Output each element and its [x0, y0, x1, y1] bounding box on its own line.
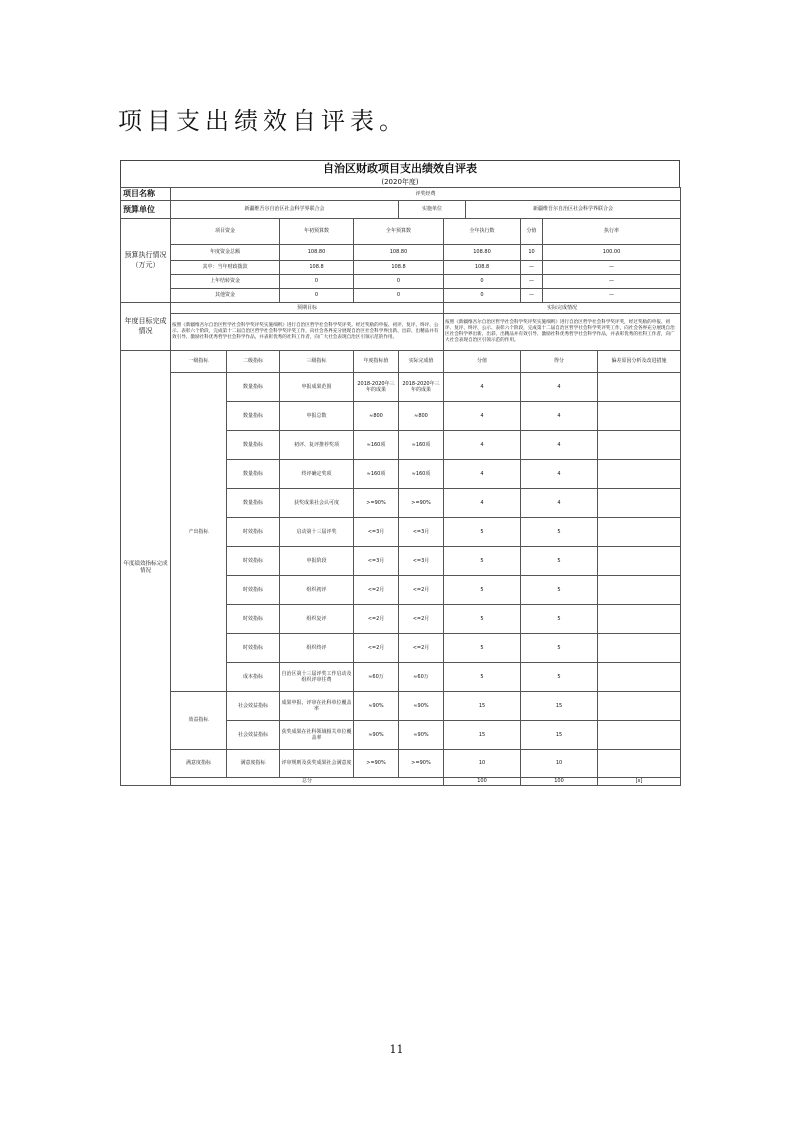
- level1-output: 产出指标: [171, 373, 227, 692]
- indicator-cell: 数量指标: [227, 489, 280, 518]
- exec-header-cell: 执行率: [543, 219, 681, 245]
- exec-cell: —: [521, 289, 543, 303]
- project-name-value: 评奖经费: [171, 188, 681, 201]
- indicator-cell: <=2月: [354, 605, 399, 634]
- exec-row: [121, 275, 681, 289]
- exec-cell: 年度资金总额: [171, 245, 280, 261]
- indicator-cell: 满意度指标: [227, 750, 280, 778]
- level1-benefit: 效益指标: [171, 692, 227, 750]
- indicator-cell: [598, 576, 681, 605]
- indicator-header-cell: 年度指标值: [354, 351, 399, 373]
- indicator-cell: 时效指标: [227, 605, 280, 634]
- indicator-cell: 2018-2020年三年的成果: [399, 373, 444, 402]
- indicator-cell: 时效指标: [227, 518, 280, 547]
- indicator-row: [121, 373, 681, 402]
- exec-cell: 108.80: [444, 245, 521, 261]
- indicator-cell: ≈800: [399, 402, 444, 431]
- exec-row: [121, 261, 681, 275]
- goal-expected-text: 按照《新疆维吾尔自治区哲学社会科学奖评奖实施细则》进行自治区哲学社会科学奖评奖。经过奖励的申报、初评、复评、终评、公示、表彰六个阶段，完成第十二届自治区哲学社会科学奖评奖工作，向社会各界充分展现自治区社会科学界出新、出彩、出精品并有效引导、激励社科优秀哲学社会科学作品，并表彰优秀的社科工作者，向广大社会表现自治区引领示范的作用。: [171, 314, 444, 351]
- indicator-cell: [598, 547, 681, 576]
- indicator-cell: 4: [444, 460, 521, 489]
- indicator-cell: 启动第十三届评奖: [280, 518, 354, 547]
- indicator-cell: 终评确定奖项: [280, 460, 354, 489]
- indicator-header-row: [121, 351, 681, 373]
- indicator-cell: 成果申报、评审在社科单位覆盖率: [280, 692, 354, 721]
- indicator-cell: [598, 663, 681, 692]
- exec-header-cell: 项目资金: [171, 219, 280, 245]
- indicator-cell: [598, 692, 681, 721]
- exec-cell: —: [543, 275, 681, 289]
- exec-cell: 100.00: [543, 245, 681, 261]
- indicator-cell: 4: [444, 373, 521, 402]
- indicator-cell: 时效指标: [227, 576, 280, 605]
- indicator-cell: ≈160项: [399, 431, 444, 460]
- total-label: 总分: [171, 778, 444, 786]
- impl-label: 实施单位: [399, 201, 466, 219]
- indicator-cell: 5: [521, 576, 598, 605]
- dept-label: 预算单位: [121, 201, 171, 219]
- indicator-cell: 4: [444, 431, 521, 460]
- exec-cell: —: [543, 261, 681, 275]
- exec-cell: 0: [280, 275, 354, 289]
- goal-header-row: [121, 303, 681, 314]
- indicator-cell: >=90%: [354, 750, 399, 778]
- indicator-cell: 申报总数: [280, 402, 354, 431]
- indicator-cell: 4: [521, 431, 598, 460]
- indicator-cell: [598, 460, 681, 489]
- indicator-cell: <=2月: [399, 634, 444, 663]
- total-earned: 100: [521, 778, 598, 786]
- form-year: (2020年度): [120, 177, 680, 187]
- indicator-cell: 15: [521, 692, 598, 721]
- indicator-header-cell: 三级指标: [280, 351, 354, 373]
- indicator-cell: 申报阶段: [280, 547, 354, 576]
- indicator-cell: 5: [444, 576, 521, 605]
- indicator-cell: <=2月: [354, 576, 399, 605]
- indicator-cell: ≈60万: [354, 663, 399, 692]
- indicator-cell: 15: [521, 721, 598, 750]
- total-score: 100: [444, 778, 521, 786]
- indicator-cell: [598, 605, 681, 634]
- form-title: 自治区财政项目支出绩效自评表: [120, 160, 680, 177]
- exec-header-cell: 全年预算数: [354, 219, 444, 245]
- exec-header-cell: 全年执行数: [444, 219, 521, 245]
- indicator-cell: 时效指标: [227, 547, 280, 576]
- indicator-cell: 数量指标: [227, 431, 280, 460]
- indicator-cell: <=2月: [399, 605, 444, 634]
- indicator-cell: ≈90%: [399, 721, 444, 750]
- exec-cell: 0: [444, 289, 521, 303]
- exec-label: 预算执行情况（万元）: [121, 219, 171, 303]
- indicator-cell: ≈90%: [399, 692, 444, 721]
- indicator-cell: 5: [444, 547, 521, 576]
- indicator-cell: <=3月: [399, 547, 444, 576]
- indicator-cell: 初评、复评推荐奖项: [280, 431, 354, 460]
- indicator-header-cell: 一级指标: [171, 351, 227, 373]
- indicator-row: [121, 692, 681, 721]
- goal-actual-header: 实际完成情况: [444, 303, 681, 314]
- exec-cell: 0: [280, 289, 354, 303]
- indicator-cell: 4: [521, 460, 598, 489]
- indicator-cell: ≈60万: [399, 663, 444, 692]
- indicator-cell: [598, 518, 681, 547]
- indicator-cell: 5: [521, 634, 598, 663]
- indicator-cell: ≈800: [354, 402, 399, 431]
- indicator-cell: 获奖成果社会认可度: [280, 489, 354, 518]
- indicator-cell: [598, 373, 681, 402]
- indicator-cell: <=2月: [354, 634, 399, 663]
- impl-value: 新疆维吾尔自治区社会科学界联合会: [466, 201, 681, 219]
- indicator-cell: 4: [521, 489, 598, 518]
- exec-cell: 其中：当年财政拨款: [171, 261, 280, 275]
- indicator-cell: 4: [521, 402, 598, 431]
- exec-header-cell: 年初预算数: [280, 219, 354, 245]
- indicator-cell: [598, 750, 681, 778]
- indicator-cell: [598, 402, 681, 431]
- exec-cell: 108.80: [354, 245, 444, 261]
- indicator-cell: 5: [444, 518, 521, 547]
- exec-row: [121, 289, 681, 303]
- indicator-label: 年度绩效指标完成情况: [121, 351, 171, 786]
- indicator-cell: [598, 721, 681, 750]
- dept-value: 新疆维吾尔自治区社会科学界联合会: [171, 201, 399, 219]
- indicator-cell: ≈90%: [354, 692, 399, 721]
- page-number: 11: [389, 1043, 404, 1056]
- indicator-cell: 自治区第十三届评奖工作启动及组织评审往费: [280, 663, 354, 692]
- exec-cell: —: [543, 289, 681, 303]
- project-name-label: 项目名称: [121, 188, 171, 201]
- dept-row: [121, 201, 681, 219]
- indicator-cell: 申报成果范围: [280, 373, 354, 402]
- indicator-header-cell: 二级指标: [227, 351, 280, 373]
- indicator-cell: 数量指标: [227, 402, 280, 431]
- indicator-cell: 5: [444, 663, 521, 692]
- indicator-cell: 5: [444, 634, 521, 663]
- goal-row: [121, 314, 681, 351]
- indicator-cell: ≈160项: [354, 460, 399, 489]
- indicator-cell: 成本指标: [227, 663, 280, 692]
- indicator-cell: <=3月: [354, 547, 399, 576]
- indicator-cell: 15: [444, 721, 521, 750]
- indicator-cell: 评审规则及获奖成果社会满意度: [280, 750, 354, 778]
- indicator-cell: <=3月: [354, 518, 399, 547]
- indicator-cell: [598, 431, 681, 460]
- indicator-cell: >=90%: [399, 750, 444, 778]
- exec-header-row: [121, 219, 681, 245]
- indicator-cell: ≈90%: [354, 721, 399, 750]
- exec-cell: 108.8: [354, 261, 444, 275]
- indicator-cell: 数量指标: [227, 373, 280, 402]
- indicator-header-cell: 偏差原因分析及改进措施: [598, 351, 681, 373]
- exec-cell: 10: [521, 245, 543, 261]
- indicator-header-cell: 得分: [521, 351, 598, 373]
- indicator-cell: 组织初评: [280, 576, 354, 605]
- exec-cell: 其他资金: [171, 289, 280, 303]
- indicator-cell: 5: [521, 605, 598, 634]
- exec-cell: 0: [354, 275, 444, 289]
- goal-label: 年度目标完成情况: [121, 303, 171, 351]
- exec-cell: 0: [354, 289, 444, 303]
- indicator-cell: 15: [444, 692, 521, 721]
- exec-cell: 108.80: [280, 245, 354, 261]
- indicator-cell: 组织复评: [280, 605, 354, 634]
- goal-expected-header: 预期目标: [171, 303, 444, 314]
- project-name-row: [121, 188, 681, 201]
- exec-cell: 0: [444, 275, 521, 289]
- page-heading: 项目支出绩效自评表。: [118, 107, 408, 135]
- exec-cell: 108.8: [444, 261, 521, 275]
- exec-header-cell: 分值: [521, 219, 543, 245]
- indicator-row: [121, 750, 681, 778]
- indicator-cell: 5: [521, 663, 598, 692]
- indicator-cell: >=90%: [354, 489, 399, 518]
- indicator-cell: 组织终评: [280, 634, 354, 663]
- level1-satisfaction: 满意度指标: [171, 750, 227, 778]
- indicator-cell: 数量指标: [227, 460, 280, 489]
- exec-cell: 上年结转资金: [171, 275, 280, 289]
- exec-cell: 108.8: [280, 261, 354, 275]
- total-grade: [x]: [598, 778, 681, 786]
- indicator-cell: 4: [444, 489, 521, 518]
- indicator-header-cell: 分值: [444, 351, 521, 373]
- exec-cell: —: [521, 261, 543, 275]
- indicator-cell: 社会效益指标: [227, 721, 280, 750]
- indicator-cell: ≈160项: [354, 431, 399, 460]
- indicator-cell: 获奖成果在社科领域相关单位覆盖率: [280, 721, 354, 750]
- indicator-cell: <=3月: [399, 518, 444, 547]
- indicator-header-cell: 实际完成值: [399, 351, 444, 373]
- indicator-cell: 5: [444, 605, 521, 634]
- indicator-cell: 2018-2020年三年的成果: [354, 373, 399, 402]
- total-row: [121, 778, 681, 786]
- goal-actual-text: 按照《新疆维吾尔自治区哲学社会科学奖评奖实施细则》进行自治区哲学社会科学奖评奖，经过奖励的申报、初评、复评、终评、公示、表彰六个阶段，完成第十二届自治区哲学社会科学奖评奖工作，向社会各界充分展现自治区社会科学界出新、出彩、出精品并有效引导、激励社科优秀哲学社会科学作品，并表彰优秀的社科工作者，向广大社会表现自治区引领示范的作用。: [444, 314, 681, 351]
- indicator-cell: 5: [521, 547, 598, 576]
- indicator-cell: 4: [444, 402, 521, 431]
- indicator-cell: 4: [521, 373, 598, 402]
- indicator-cell: 时效指标: [227, 634, 280, 663]
- exec-row: [121, 245, 681, 261]
- indicator-cell: 5: [521, 518, 598, 547]
- indicator-cell: [598, 634, 681, 663]
- indicator-cell: ≈160项: [399, 460, 444, 489]
- indicator-cell: 社会效益指标: [227, 692, 280, 721]
- indicator-cell: <=2月: [399, 576, 444, 605]
- evaluation-form: [120, 160, 680, 786]
- indicator-cell: 10: [444, 750, 521, 778]
- indicator-cell: 10: [521, 750, 598, 778]
- exec-cell: —: [521, 275, 543, 289]
- evaluation-table: [120, 187, 681, 786]
- indicator-cell: >=90%: [399, 489, 444, 518]
- indicator-cell: [598, 489, 681, 518]
